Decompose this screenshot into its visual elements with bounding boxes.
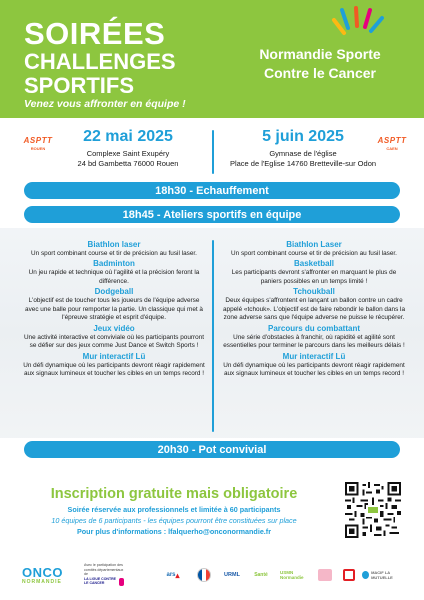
- activity: Biathlon laser Un sport combinant course et tir de précision au fusil laser.: [31, 240, 197, 257]
- activity: Biathlon Laser Un sport combinant course et tir de précision au fusil laser.: [231, 240, 397, 257]
- usmn-logo: USMN Normandie: [280, 570, 304, 580]
- urml-logo: URML: [224, 572, 240, 578]
- qr-code-icon[interactable]: [342, 479, 404, 541]
- asptt-caen-logo: ASPTT CAEN: [377, 135, 407, 151]
- title-line-2: CHALLENGES: [24, 49, 176, 74]
- footer: [0, 552, 424, 600]
- organization-name: [230, 45, 410, 83]
- inscription-contact[interactable]: Pour plus d'informations : lfalquerho@onconormandie.fr: [77, 527, 271, 536]
- inscription-line: 10 équipes de 6 participants - les équipes pourront être constituées sur place: [51, 516, 297, 525]
- tagline: Venez vous affronter en équipe !: [24, 98, 186, 110]
- flag-icon: [197, 568, 211, 582]
- activities-left-column: [22, 240, 206, 380]
- qr-code-graphic: [345, 482, 401, 538]
- activity: Badminton Un jeu rapide et technique où l'agilité et la précision feront la différence.: [28, 259, 200, 285]
- activity: Jeux vidéo Une activité interactive et conviviale où les participants pourront se défier sur des jeux comme Just Dance et Switch Sports !: [23, 323, 205, 350]
- activity: Parcours du combattant Une série d'obstacles à franchir, où rapidité et agilité sont essentielles pour terminer le parcours dans les meilleurs délais !: [223, 323, 405, 350]
- ars-logo: ars ▴: [166, 570, 180, 580]
- inscription-line: Soirée réservée aux professionnels et limitée à 60 participants: [67, 505, 281, 514]
- ars-mark-icon: ▴: [175, 570, 180, 580]
- government-logo: [196, 566, 212, 584]
- partner-mark-icon: [343, 569, 355, 581]
- activities-right-column: [222, 240, 406, 380]
- sante-logo: Santé: [254, 572, 268, 578]
- ligue-contre-cancer-logo: LA LIGUE CONTRE LE CANCER: [84, 576, 124, 588]
- event-caen: [228, 128, 378, 168]
- schedule-drink: 20h30 - Pot convivial: [24, 441, 400, 458]
- event-place: Gymnase de l'église: [269, 149, 337, 158]
- header-banner: [0, 0, 424, 118]
- event-rouen: [48, 128, 208, 168]
- activity: Mur interactif Lü Un défi dynamique où les participants devront réagir rapidement aux signaux lumineux et toucher les cibles en un temps record !: [23, 351, 205, 378]
- activity: Tchoukball Deux équipes s'affrontent en lançant un ballon contre un cadre appelé «tchouk». L'objectif est de faire rebondir le ballon dans la zone adverse sans que l'équipe adverse ne puisse le récupérer.: [222, 287, 406, 322]
- inscription-title: Inscription gratuite mais obligatoire: [50, 486, 298, 502]
- title-line-1: SOIRÉES: [24, 16, 166, 51]
- rays-icon: [330, 6, 390, 46]
- event-date: 5 juin 2025: [262, 128, 344, 145]
- schedule-warmup: 18h30 - Echauffement: [24, 182, 400, 199]
- divider: [212, 130, 214, 174]
- onco-normandie-logo: ONCO NORMANDIE: [22, 565, 63, 585]
- event-place: Complexe Saint Exupéry: [86, 149, 170, 158]
- partner-logo: [316, 566, 334, 584]
- activity: Basketball Les participants devront s'affronter en marquant le plus de paniers possibles en un temps limité !: [231, 259, 397, 285]
- activity: Mur interactif Lü Un défi dynamique où les participants devront réagir rapidement aux signaux lumineux et toucher les cibles en un temps record !: [223, 351, 405, 378]
- macif-logo: MACIF LA MUTUELLE: [362, 566, 408, 584]
- event-title: [24, 18, 176, 97]
- title-line-3: SPORTIFS: [24, 73, 135, 98]
- support-text: Avec le participation des comités départementaux de: [84, 563, 124, 577]
- partner-mark-icon: [318, 569, 332, 581]
- org-line-1: Normandie Sporte: [259, 46, 381, 62]
- asptt-rouen-logo: ASPTT ROUEN: [23, 135, 53, 151]
- divider: [212, 240, 214, 432]
- schedule-workshops: 18h45 - Ateliers sportifs en équipe: [24, 206, 400, 223]
- event-address: Place de l'Eglise 14760 Bretteville-sur Odon: [229, 159, 377, 168]
- org-line-2: Contre le Cancer: [263, 64, 377, 81]
- partner-logo: [340, 566, 358, 584]
- macif-mark-icon: [362, 571, 369, 579]
- ligue-mark-icon: [119, 578, 124, 586]
- activity: Dodgeball L'objectif est de toucher tous les joueurs de l'équipe adverse avec une balle pour remporter la partie. Un classique qui met à l'épreuve stratégie et esprit d'équipe.: [25, 287, 203, 322]
- event-date: 22 mai 2025: [83, 128, 173, 145]
- event-address: 24 bd Gambetta 76000 Rouen: [77, 159, 179, 168]
